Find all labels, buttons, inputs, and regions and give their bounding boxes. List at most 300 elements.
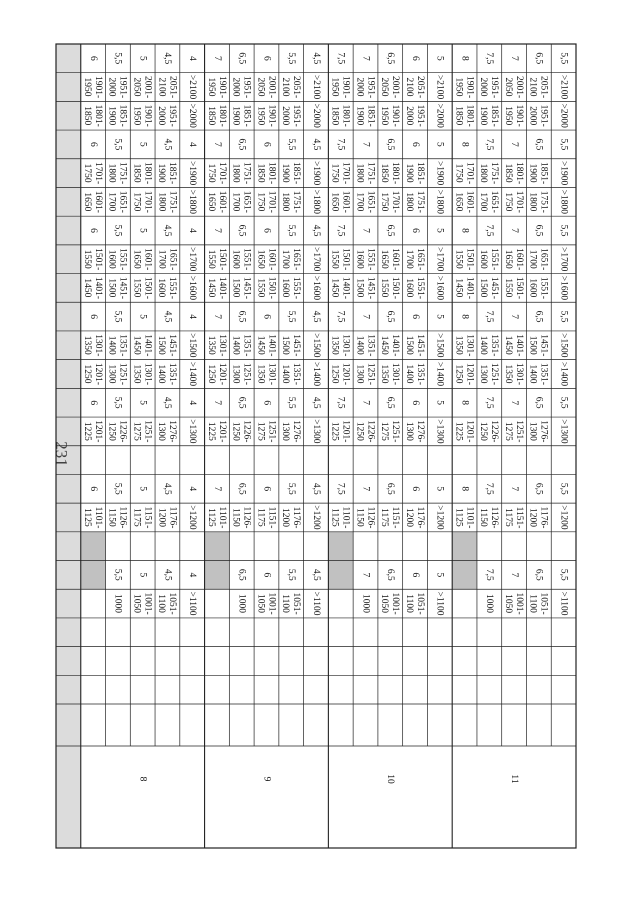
table-cell: 1950 <box>379 106 390 126</box>
table-cell: 1800 <box>230 163 241 183</box>
table-cell: 1650 <box>453 192 464 212</box>
table-cell: 1751- <box>167 190 178 213</box>
table-cell: 1350 <box>255 364 266 384</box>
table-cell: 4 <box>187 486 198 492</box>
table-cell: 8 <box>459 486 470 492</box>
table-cell: 7,5 <box>484 138 495 151</box>
table-cell: >1600 <box>558 275 569 301</box>
table-cell: 4,5 <box>310 52 321 65</box>
table-cell: 1951- <box>489 75 500 99</box>
table-cell: 1650 <box>329 192 340 212</box>
table-cell: 6 <box>87 314 98 319</box>
table-cell: 1126- <box>117 506 128 529</box>
table-cell: 1701- <box>92 162 103 185</box>
table-cell: 1501- <box>92 248 103 271</box>
table-cell: 1200 <box>403 507 414 527</box>
table-cell: 1751- <box>241 162 252 185</box>
table-cell: 1176- <box>291 506 302 529</box>
group-label: 9 <box>261 776 272 782</box>
table-cell: 1501- <box>513 276 524 299</box>
table-cell: 1651- <box>414 248 425 271</box>
table-cell: 1400 <box>230 335 241 355</box>
table-cell: 1800 <box>354 163 365 183</box>
group-label: 8 <box>137 776 148 782</box>
table-cell: 1801- <box>266 162 277 185</box>
table-cell: >1300 <box>434 419 445 444</box>
table-cell: >1500 <box>434 333 445 358</box>
table-cell: 1351- <box>365 334 376 357</box>
table-cell: 1350 <box>205 335 216 355</box>
table-cell: 1551- <box>117 248 128 271</box>
table-cell: 6,5 <box>533 482 544 495</box>
table-cell: >1500 <box>310 333 321 358</box>
table-cell: 5,5 <box>112 52 123 65</box>
table-cell: 6,5 <box>236 396 247 409</box>
table-cell: >1900 <box>558 160 569 186</box>
table-cell: 1650 <box>205 192 216 212</box>
table-cell: 4,5 <box>162 568 173 581</box>
table-cell: 1001- <box>390 592 401 615</box>
table-cell: 1801- <box>464 104 475 127</box>
table-cell: 1301- <box>266 362 277 386</box>
table-cell: 1126- <box>489 506 500 529</box>
table-cell: 4,5 <box>162 396 173 409</box>
table-cell: 2000 <box>354 77 365 97</box>
table-cell: 1950 <box>205 77 216 97</box>
table-cell: 1601- <box>390 248 401 271</box>
table-cell: 1301- <box>390 362 401 386</box>
table-cell: 2001- <box>266 75 277 99</box>
table-cell: 1601- <box>340 190 351 213</box>
table-cell: 1051- <box>538 592 549 615</box>
table-cell: 1250 <box>81 364 92 384</box>
table-cell: >2100 <box>434 74 445 100</box>
table-cell: 5,5 <box>112 138 123 151</box>
table-cell: 1850 <box>502 163 513 183</box>
table-cell: 1250 <box>230 421 241 441</box>
table-cell: 6,5 <box>385 224 396 237</box>
table-cell: 1151- <box>266 506 277 529</box>
table-cell: 5 <box>137 314 148 319</box>
table-cell: 1550 <box>81 249 92 269</box>
table-cell: 1001- <box>142 592 153 615</box>
table-cell: 7 <box>360 55 371 61</box>
table-cell: 2100 <box>280 77 291 97</box>
table-cell: 6 <box>409 142 420 147</box>
table-cell: 1175 <box>131 508 142 527</box>
table-cell: >1400 <box>558 361 569 387</box>
table-cell: 1901- <box>464 75 475 99</box>
table-cell: >1600 <box>187 275 198 301</box>
table-cell: 1175 <box>255 508 266 527</box>
table-cell: 2000 <box>280 106 291 126</box>
table-cell: 1125 <box>329 508 340 527</box>
table-cell: 1550 <box>205 249 216 269</box>
table-cell: 2001- <box>142 75 153 99</box>
table-cell: 8 <box>459 142 470 147</box>
table-cell: 1450 <box>81 278 92 298</box>
table-cell: 1750 <box>329 163 340 183</box>
table-cell: 1950 <box>255 106 266 126</box>
table-cell: 1851- <box>117 104 128 127</box>
table-cell: 1800 <box>403 192 414 212</box>
table-cell: 1650 <box>81 192 92 212</box>
table-cell: 1176- <box>414 506 425 529</box>
table-cell: 1850 <box>453 106 464 126</box>
table-cell: 1251- <box>117 362 128 386</box>
table-cell: 1100 <box>280 594 291 613</box>
table-cell: 5 <box>137 486 148 492</box>
table-cell: 4,5 <box>310 138 321 151</box>
table-cell: 1951- <box>365 75 376 99</box>
table-cell: 1250 <box>106 421 117 441</box>
table-cell: >1400 <box>434 361 445 387</box>
table-cell: 1351- <box>489 334 500 357</box>
table-cell: 1501- <box>216 248 227 271</box>
table-cell: 1275 <box>131 421 142 441</box>
table-cell: 1601- <box>142 248 153 271</box>
table-cell: 1950 <box>502 106 513 126</box>
table-cell: 1500 <box>156 335 167 355</box>
table-cell: 4,5 <box>162 52 173 65</box>
table-cell: 6,5 <box>533 224 544 237</box>
table-cell: 5,5 <box>558 224 569 237</box>
table-cell: 1500 <box>280 335 291 355</box>
table-cell: 5,5 <box>286 138 297 151</box>
table-cell: 2000 <box>478 77 489 97</box>
table-cell: >2100 <box>187 74 198 100</box>
table-cell: 1800 <box>527 192 538 212</box>
table-cell: 1851- <box>167 162 178 185</box>
table-cell: 1350 <box>453 335 464 355</box>
table-cell: 1900 <box>106 106 117 126</box>
table-cell: 1600 <box>106 249 117 269</box>
table-cell: 1226- <box>117 420 128 443</box>
table-cell: 1650 <box>255 249 266 269</box>
table-cell: 1350 <box>131 364 142 384</box>
table-cell: 1951- <box>117 75 128 99</box>
table-cell: 5,5 <box>286 568 297 581</box>
table-cell: 4,5 <box>162 224 173 237</box>
table-cell: 6,5 <box>533 52 544 65</box>
table-cell: 7 <box>508 228 519 233</box>
table-cell: 1251- <box>241 362 252 386</box>
table-cell: 1401- <box>92 276 103 299</box>
table-cell: 6 <box>409 400 420 406</box>
table-cell: 1351- <box>241 334 252 357</box>
table-cell: >1200 <box>558 505 569 530</box>
table-cell: 1901- <box>390 104 401 127</box>
table-cell: 1851- <box>241 104 252 127</box>
table-cell: 1276- <box>538 420 549 443</box>
table-cell: 2100 <box>156 77 167 97</box>
table-cell: 1950 <box>329 77 340 97</box>
table-cell: >1600 <box>310 275 321 301</box>
table-cell: 1901- <box>340 75 351 99</box>
table-cell: 2000 <box>403 106 414 126</box>
table-cell: 1300 <box>478 364 489 384</box>
table-cell: 6 <box>261 486 272 492</box>
table-cell: 1850 <box>329 106 340 126</box>
table-cell: 1900 <box>280 163 291 183</box>
table-cell: >1600 <box>434 275 445 301</box>
table-cell: 6,5 <box>385 138 396 151</box>
table-cell: 1751- <box>291 190 302 213</box>
table-cell: 2050 <box>502 77 513 97</box>
table-cell: 1051- <box>291 592 302 615</box>
table-cell: 5,5 <box>112 482 123 495</box>
table-cell: 1600 <box>354 249 365 269</box>
table-cell: 1201- <box>216 362 227 386</box>
table-cell: >1800 <box>434 189 445 215</box>
table-cell: 1650 <box>502 249 513 269</box>
table-cell: 1800 <box>280 192 291 212</box>
table-cell: 1700 <box>354 192 365 212</box>
table-cell: 1300 <box>156 421 167 441</box>
table-cell: 1751- <box>117 162 128 185</box>
table-cell: >1400 <box>310 361 321 387</box>
table-cell: 1351- <box>538 362 549 386</box>
table-cell: 4,5 <box>310 224 321 237</box>
table-cell: 1600 <box>280 278 291 298</box>
table-cell: 5,5 <box>286 310 297 323</box>
table-cell: 1951- <box>414 104 425 127</box>
table-cell: 1400 <box>156 364 167 384</box>
table-cell: 1800 <box>156 192 167 212</box>
table-cell: 1450 <box>255 335 266 355</box>
table-cell: 1700 <box>527 249 538 269</box>
table-cell: 1175 <box>502 508 513 527</box>
table-cell: 1500 <box>354 278 365 298</box>
table-cell: >1200 <box>434 505 445 530</box>
table-cell: 2000 <box>106 77 117 97</box>
table-cell: 5,5 <box>558 138 569 151</box>
table-cell: >2000 <box>187 103 198 128</box>
table-cell: 1651- <box>291 248 302 271</box>
table-cell: 1126- <box>241 506 252 529</box>
table-cell: 7,5 <box>335 138 346 151</box>
table-cell: 1701- <box>390 190 401 213</box>
table-cell: 1225 <box>81 421 92 441</box>
table-cell: 1750 <box>453 163 464 183</box>
table-cell: 1850 <box>205 106 216 126</box>
table-cell: 1801- <box>216 104 227 127</box>
table-cell: >2000 <box>558 103 569 128</box>
table-cell: >2100 <box>310 74 321 100</box>
table-cell: 5,5 <box>112 224 123 237</box>
table-cell: 1750 <box>255 192 266 212</box>
table-cell: 1401- <box>142 334 153 357</box>
table-cell: 1250 <box>354 421 365 441</box>
table-cell: 1251- <box>390 420 401 443</box>
table-cell: 1250 <box>478 421 489 441</box>
table-cell: 1901- <box>266 104 277 127</box>
table-cell: 6 <box>409 314 420 319</box>
table-cell: 1901- <box>92 75 103 99</box>
table-cell: >2000 <box>310 103 321 128</box>
table-cell: 1601- <box>513 248 524 271</box>
table-cell: 1651- <box>241 190 252 213</box>
table-cell: 1451- <box>167 334 178 357</box>
table-cell: 1900 <box>478 106 489 126</box>
table-cell: 1700 <box>403 249 414 269</box>
table-cell: 1150 <box>478 508 489 527</box>
table-cell: 6,5 <box>385 568 396 581</box>
table-cell: 1651- <box>538 248 549 271</box>
table-cell: 1500 <box>478 278 489 298</box>
table-cell: 1400 <box>280 364 291 384</box>
table-cell: 2100 <box>403 77 414 97</box>
table-cell: 1000 <box>484 594 495 614</box>
table-cell: 1950 <box>453 77 464 97</box>
table-cell: 1600 <box>478 249 489 269</box>
table-cell: 1500 <box>403 335 414 355</box>
table-cell: 1101- <box>340 506 351 529</box>
table-cell: 1201- <box>92 420 103 443</box>
table-cell: 1050 <box>502 594 513 614</box>
table-cell: 1125 <box>205 508 216 527</box>
table-cell: 1651- <box>365 190 376 213</box>
table-cell: 7,5 <box>484 482 495 495</box>
table-cell: 6,5 <box>533 568 544 581</box>
table-cell: 1401- <box>390 334 401 357</box>
table-cell: 1800 <box>106 163 117 183</box>
table-cell: 1251- <box>365 362 376 386</box>
table-cell: 1500 <box>527 335 538 355</box>
table-cell: 1551- <box>167 276 178 299</box>
table-cell: >1100 <box>310 591 321 616</box>
table-cell: 1851- <box>538 162 549 185</box>
table-cell: 1750 <box>81 163 92 183</box>
table-cell: 5,5 <box>558 310 569 323</box>
table-cell: 1176- <box>538 506 549 529</box>
table-cell: 7 <box>508 55 519 61</box>
table-cell: 1151- <box>142 506 153 529</box>
table-cell: 7 <box>508 142 519 147</box>
table-cell: 4 <box>187 142 198 147</box>
table-cell: 1200 <box>527 507 538 527</box>
table-cell: 5 <box>434 55 445 61</box>
table-cell: 1275 <box>255 421 266 441</box>
table-cell: 1301- <box>340 334 351 357</box>
table-cell: 5,5 <box>558 482 569 495</box>
table-cell: 1000 <box>112 594 123 614</box>
table-cell: 1700 <box>156 249 167 269</box>
table-cell: 5 <box>434 400 445 406</box>
table-cell: 1451- <box>414 334 425 357</box>
table-cell: 5 <box>434 142 445 147</box>
table-cell: 1051- <box>414 592 425 615</box>
table-cell: 2051- <box>291 75 302 99</box>
table-cell: 8 <box>459 314 470 319</box>
table-cell: 7,5 <box>335 224 346 237</box>
table-cell: 1450 <box>379 335 390 355</box>
table-cell: 1451- <box>241 276 252 299</box>
table-cell: 1651- <box>167 248 178 271</box>
table-cell: 1701- <box>142 190 153 213</box>
table-cell: 6 <box>409 55 420 61</box>
table-cell: >1700 <box>187 247 198 272</box>
table-cell: 1200 <box>156 507 167 527</box>
table-cell: 5,5 <box>286 482 297 495</box>
table-cell: 1276- <box>167 420 178 443</box>
table-cell: 1100 <box>527 594 538 613</box>
table-cell: 1851- <box>365 104 376 127</box>
table-cell: >1900 <box>310 160 321 186</box>
table-cell: 1101- <box>92 506 103 529</box>
table-cell: 1401- <box>464 276 475 299</box>
table-cell: 1251- <box>266 420 277 443</box>
table-cell: 1751- <box>414 190 425 213</box>
table-cell: 7 <box>211 314 222 319</box>
table-cell: 7,5 <box>335 310 346 323</box>
table-cell: 7,5 <box>484 224 495 237</box>
table-cell: >2100 <box>558 74 569 100</box>
table-cell: 7 <box>211 228 222 233</box>
table-cell: >1800 <box>558 189 569 215</box>
table-cell: 5,5 <box>112 396 123 409</box>
table-cell: 1000 <box>360 594 371 614</box>
table-cell: 6 <box>87 228 98 233</box>
table-cell: 1700 <box>478 192 489 212</box>
table-cell: 1901- <box>216 75 227 99</box>
table-cell: 1350 <box>81 335 92 355</box>
table-cell: 5 <box>137 55 148 61</box>
table-cell: 6 <box>261 314 272 319</box>
table-cell: 1551- <box>414 276 425 299</box>
table-cell: 1900 <box>527 163 538 183</box>
table-cell: 1601- <box>92 190 103 213</box>
table-cell: 1400 <box>527 364 538 384</box>
table-cell: 1250 <box>205 364 216 384</box>
table-cell: 1550 <box>255 278 266 298</box>
table-cell: 1050 <box>379 594 390 614</box>
table-cell: 4 <box>187 572 198 578</box>
page-number: 231 <box>52 441 71 467</box>
table-cell: 1901- <box>513 104 524 127</box>
table-cell: 6 <box>87 55 98 61</box>
table-cell: 2000 <box>527 106 538 126</box>
table-cell: 1351- <box>117 334 128 357</box>
table-cell: 2001- <box>513 75 524 99</box>
table-cell: 1150 <box>230 508 241 527</box>
table-cell: 7,5 <box>484 52 495 65</box>
table-cell: 1600 <box>156 278 167 298</box>
table-cell: 6 <box>261 572 272 578</box>
table-cell: 7 <box>508 314 519 319</box>
table-cell: 1250 <box>453 364 464 384</box>
table-cell: 6 <box>87 486 98 492</box>
table-cell: 1450 <box>329 278 340 298</box>
table-cell: 1600 <box>403 278 414 298</box>
table-cell: 7,5 <box>335 52 346 65</box>
table-cell: 6,5 <box>385 482 396 495</box>
table-cell: 1150 <box>354 508 365 527</box>
table-cell: 6,5 <box>236 568 247 581</box>
table-cell: 1150 <box>106 508 117 527</box>
table-cell: 1551- <box>489 248 500 271</box>
table-cell: 1401- <box>216 276 227 299</box>
table-cell: >1200 <box>310 505 321 530</box>
table-cell: 1251- <box>142 420 153 443</box>
table-cell: 1001- <box>266 592 277 615</box>
table-cell: >1500 <box>558 333 569 358</box>
table-cell: 5,5 <box>112 568 123 581</box>
group-label: 10 <box>385 774 396 784</box>
table-cell: 7 <box>360 314 371 319</box>
table-cell: 6,5 <box>236 138 247 151</box>
table-cell: >1300 <box>187 419 198 444</box>
